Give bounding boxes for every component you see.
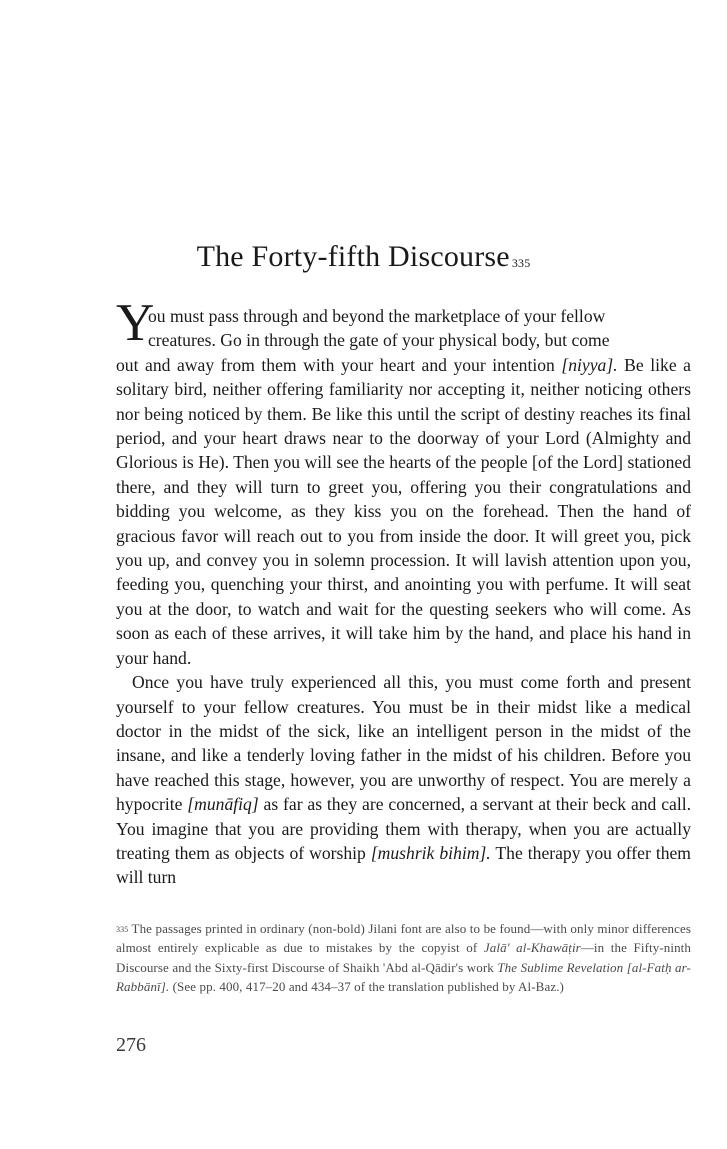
footnote-text-a: The passages printed in ordinary (non-bold) Jilani font are also to be found—with only minor differences almost entirely explicable as due to mistakes by the copyist of (116, 921, 691, 956)
footnote-335 (116, 919, 691, 997)
paragraph-1-text-a: out and away from them with your heart and your intention (116, 354, 562, 375)
paragraph-1-line-2: creatures. Go in through the gate of your physical body, but come (148, 330, 610, 351)
paragraph-1-rest (116, 353, 691, 670)
paragraph-2 (116, 670, 691, 890)
footnote-text-b: —in the Fifty-ninth Discourse and the Sixty-first Discourse of Shaikh 'Abd al-Qādir's work (116, 940, 691, 975)
term-niyya: [niyya]. (561, 354, 618, 375)
footnote-number: 335 (116, 925, 129, 934)
term-munafiq: [munāfiq] (187, 794, 259, 815)
paragraph-1-text-b: Be like a solitary bird, neither offering familiarity nor accepting it, neither noticing others nor being noticed by them. Be like this until the script of destiny reaches its final period, and your heart draws near to the doorway of your Lord (Almighty and Glorious is He). Then you will see the hearts of the people [of the Lord] stationed there, and they will turn to greet you, offering you their congratulations and bidding you welcome, as they kiss you on the forehead. Then the hand of gracious favor will reach out to you from inside the door. It will greet you, pick you up, and convey you in solemn procession. It will lavish attention upon you, feeding you, quenching your thirst, and anointing you with perfume. It will seat you at the door, to watch and wait for the questing seekers who will come. As soon as each of these arrives, it will take him by the hand, and place his hand in your hand. (116, 354, 691, 668)
footnote-title-sublime: The Sublime Revelation [al-Fatḥ ar-Rabbānī]. (116, 959, 691, 995)
term-mushrik: [mushrik bihim]. (370, 842, 491, 863)
paragraph-1-line-1: ou must pass through and beyond the marketplace of your fellow (148, 306, 606, 326)
page-number: 276 (116, 1034, 146, 1056)
paragraph-2-text-c: The therapy you offer them will turn (116, 842, 691, 888)
paragraph-1 (116, 294, 691, 670)
main-text (116, 294, 691, 890)
paragraph-2-text-b: as far as they are concerned, a servant at their beck and call. You imagine that you are providing them with therapy, when you are actually treating them as objects of worship (116, 794, 691, 863)
drop-cap: Y (116, 294, 155, 352)
title-footnote-ref: 335 (511, 256, 531, 270)
footnote-text-c: (See pp. 400, 417–20 and 434–37 of the translation published by Al-Baz.) (169, 979, 564, 995)
paragraph-2-text-a: Once you have truly experienced all this, you must come forth and present yourself to your fellow creatures. You must be in their midst like a medical doctor in the midst of the sick, like an intelligent person in the midst of the insane, and like a tenderly loving father in the midst of his children. Before you have reached this stage, however, you are unworthy of respect. You are merely a hypocrite (116, 672, 691, 815)
footnote-title-jala: Jalā' al-Khawāṭir (483, 940, 581, 956)
discourse-title (0, 237, 727, 277)
title-text: The Forty-fifth Discourse (196, 240, 510, 273)
